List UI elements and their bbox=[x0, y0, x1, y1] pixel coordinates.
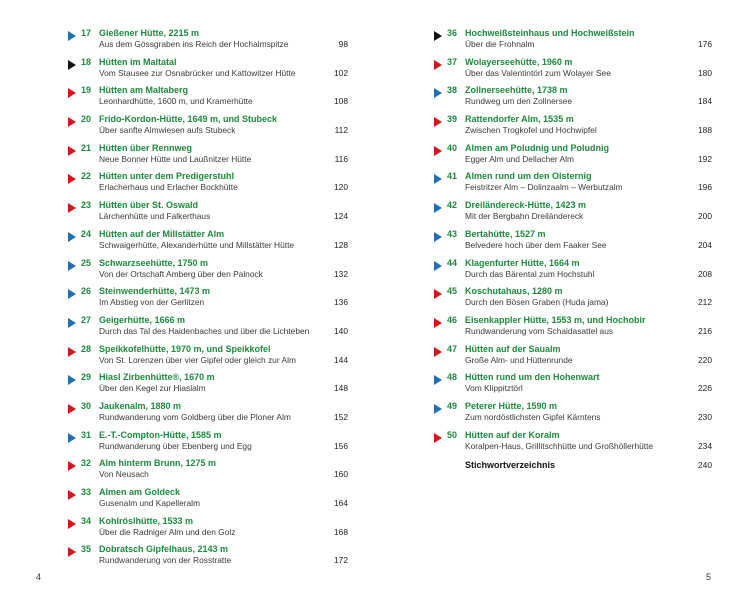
tour-title: Kohlröslhütte, 1533 m bbox=[99, 515, 194, 526]
triangle-marker-icon bbox=[434, 318, 442, 328]
page-reference: 148 bbox=[334, 383, 348, 394]
tour-subtitle: Zum nordöstlichsten Gipfel Kärntens bbox=[465, 411, 601, 422]
tour-number: 37 bbox=[447, 56, 458, 67]
triangle-marker-icon bbox=[68, 31, 76, 41]
toc-entry[interactable] bbox=[432, 143, 712, 172]
page-reference: 136 bbox=[334, 297, 348, 308]
tour-title: Almen am Goldeck bbox=[99, 487, 181, 497]
tour-number: 26 bbox=[81, 286, 92, 297]
page-reference: 108 bbox=[334, 96, 348, 107]
page-reference: 204 bbox=[698, 239, 712, 250]
tour-subtitle: Große Alm- und Hüttenrunde bbox=[465, 354, 573, 365]
page-reference: 226 bbox=[698, 383, 712, 394]
tour-title: Hütten am Maltaberg bbox=[99, 85, 189, 96]
tour-subtitle: Vom Klippitztörl bbox=[465, 383, 523, 394]
toc-entry[interactable] bbox=[66, 114, 348, 143]
tour-number: 36 bbox=[447, 28, 458, 38]
page-reference: 212 bbox=[698, 297, 712, 308]
toc-entry[interactable] bbox=[66, 315, 348, 344]
tour-title: Schwarzseehütte, 1750 m bbox=[99, 257, 209, 268]
tour-number: 34 bbox=[81, 515, 92, 526]
page-reference: 140 bbox=[334, 325, 348, 336]
tour-number: 38 bbox=[447, 85, 458, 96]
triangle-marker-icon bbox=[68, 547, 76, 557]
triangle-marker-icon bbox=[434, 261, 442, 271]
tour-number: 46 bbox=[447, 314, 458, 325]
tour-number: 39 bbox=[447, 114, 458, 125]
tour-number: 48 bbox=[447, 372, 458, 383]
tour-subtitle: Neue Bonner Hütte und Laußnitzer Hütte bbox=[99, 153, 252, 164]
tour-number: 18 bbox=[81, 56, 92, 67]
tour-title: E.-T.-Compton-Hütte, 1585 m bbox=[99, 429, 222, 440]
tour-subtitle: Mit der Bergbahn Dreiländereck bbox=[465, 211, 584, 222]
toc-entry[interactable] bbox=[66, 401, 348, 430]
toc-entry[interactable] bbox=[432, 85, 712, 114]
triangle-marker-icon bbox=[68, 60, 76, 70]
tour-number: 17 bbox=[81, 28, 92, 38]
tour-subtitle: Im Abstieg von der Gerlitzen bbox=[99, 297, 205, 308]
triangle-marker-icon bbox=[434, 289, 442, 299]
triangle-marker-icon bbox=[434, 60, 442, 70]
tour-title: Almen am Poludnig und Poludnig bbox=[465, 142, 609, 153]
tour-title: Jaukenalm, 1880 m bbox=[99, 400, 182, 411]
tour-subtitle: Von St. Lorenzen über vier Gipfel oder gleich zur Alm bbox=[99, 354, 296, 365]
page-reference: 216 bbox=[698, 325, 712, 336]
triangle-marker-icon bbox=[68, 347, 76, 357]
tour-subtitle: Lärchenhütte und Falkerthaus bbox=[99, 211, 211, 222]
toc-entry[interactable] bbox=[432, 286, 712, 315]
page-reference: 128 bbox=[334, 239, 348, 250]
toc-entry[interactable] bbox=[432, 57, 712, 86]
toc-entry[interactable] bbox=[66, 258, 348, 287]
tour-number: 50 bbox=[447, 429, 458, 440]
triangle-marker-icon bbox=[68, 289, 76, 299]
tour-subtitle: Über sanfte Almwiesen aufs Stubeck bbox=[99, 125, 236, 136]
tour-subtitle: Durch das Bärental zum Hochstuhl bbox=[465, 268, 595, 279]
toc-entry[interactable] bbox=[432, 344, 712, 373]
tour-subtitle: Schwaigerhütte, Alexanderhütte und Millstätter Hütte bbox=[99, 239, 295, 250]
tour-number: 27 bbox=[81, 314, 92, 325]
page-reference: 230 bbox=[698, 411, 712, 422]
tour-subtitle: Über die Radniger Alm und den Golz bbox=[99, 526, 236, 537]
tour-subtitle: Rundwanderung vom Goldberg über die Ploner Alm bbox=[99, 411, 291, 422]
toc-entry[interactable] bbox=[66, 57, 348, 86]
tour-title: Hütten auf der Millstätter Alm bbox=[99, 228, 225, 239]
tour-title: Almen rund um den Oisternig bbox=[465, 171, 592, 182]
tour-subtitle: Leonhardhütte, 1600 m, und Kramerhütte bbox=[99, 96, 253, 107]
index-page-reference: 240 bbox=[698, 460, 712, 471]
page-reference: 120 bbox=[334, 182, 348, 193]
triangle-marker-icon bbox=[434, 404, 442, 414]
tour-subtitle: Vom Stausee zur Osnabrücker und Kattowitzer Hütte bbox=[99, 67, 296, 78]
triangle-marker-icon bbox=[68, 375, 76, 385]
tour-number: 21 bbox=[81, 142, 92, 153]
toc-entry[interactable] bbox=[432, 171, 712, 200]
toc-entry[interactable] bbox=[66, 229, 348, 258]
toc-entry[interactable] bbox=[432, 258, 712, 287]
tour-title: Klagenfurter Hütte, 1664 m bbox=[465, 257, 580, 268]
tour-subtitle: Über die Frohnalm bbox=[465, 39, 535, 49]
tour-number: 32 bbox=[81, 458, 92, 469]
page-reference: 132 bbox=[334, 268, 348, 279]
tour-title: Alm hinterm Brunn, 1275 m bbox=[99, 458, 217, 469]
toc-entry[interactable] bbox=[432, 372, 712, 401]
tour-title: Hütten über St. Oswald bbox=[99, 200, 199, 211]
tour-number: 24 bbox=[81, 228, 92, 239]
tour-number: 22 bbox=[81, 171, 92, 182]
toc-entry[interactable] bbox=[66, 344, 348, 373]
page-reference: 184 bbox=[698, 96, 712, 107]
tour-subtitle: Egger Alm und Dellacher Alm bbox=[465, 153, 574, 164]
triangle-marker-icon bbox=[434, 232, 442, 242]
tour-number: 19 bbox=[81, 85, 92, 96]
triangle-marker-icon bbox=[434, 117, 442, 127]
toc-entry[interactable] bbox=[432, 401, 712, 430]
tour-number: 29 bbox=[81, 372, 92, 383]
tour-title: Hütten über Rennweg bbox=[99, 142, 193, 153]
page-reference: 124 bbox=[334, 211, 348, 222]
tour-subtitle: Durch das Tal des Haidenbaches und über die Lichteben bbox=[99, 325, 310, 336]
triangle-marker-icon bbox=[434, 88, 442, 98]
toc-entry[interactable] bbox=[66, 28, 348, 57]
page-reference: 156 bbox=[334, 440, 348, 451]
page-reference: 168 bbox=[334, 526, 348, 537]
triangle-marker-icon bbox=[68, 232, 76, 242]
triangle-marker-icon bbox=[434, 31, 442, 41]
toc-entry[interactable] bbox=[432, 315, 712, 344]
tour-number: 45 bbox=[447, 286, 458, 297]
page-reference: 220 bbox=[698, 354, 712, 365]
tour-subtitle: Belvedere hoch über dem Faaker See bbox=[465, 239, 607, 250]
tour-subtitle: Zwischen Trogkofel und Hochwipfel bbox=[465, 125, 597, 136]
tour-subtitle: Durch den Bösen Graben (Huda jama) bbox=[465, 297, 609, 308]
tour-number: 49 bbox=[447, 400, 458, 411]
index-title: Stichwortverzeichnis bbox=[465, 460, 556, 471]
toc-entry[interactable] bbox=[66, 430, 348, 459]
tour-title: Eisenkappler Hütte, 1553 m, und Hochobir bbox=[465, 314, 646, 325]
tour-number: 28 bbox=[81, 343, 92, 354]
triangle-marker-icon bbox=[68, 203, 76, 213]
tour-title: Wolayerseehütte, 1960 m bbox=[465, 56, 573, 67]
page-number-left: 4 bbox=[36, 572, 42, 582]
tour-title: Geigerhütte, 1666 m bbox=[99, 314, 186, 325]
tour-subtitle: Über das Valentintörl zum Wolayer See bbox=[465, 67, 611, 78]
toc-entry[interactable] bbox=[66, 544, 348, 573]
tour-title: Hochweißsteinhaus und Hochweißstein bbox=[465, 28, 635, 38]
page-reference: 160 bbox=[334, 469, 348, 480]
tour-title: Hiasl Zirbenhütte®, 1670 m bbox=[99, 372, 215, 383]
tour-title: Zollnerseehütte, 1738 m bbox=[465, 85, 568, 96]
toc-left-column bbox=[66, 28, 348, 573]
tour-title: Rattendorfer Alm, 1535 m bbox=[465, 114, 574, 125]
toc-entry[interactable] bbox=[66, 458, 348, 487]
tour-subtitle: Rundwanderung vom Schaidasattel aus bbox=[465, 325, 614, 336]
triangle-marker-icon bbox=[68, 117, 76, 127]
page-reference: 152 bbox=[334, 411, 348, 422]
triangle-marker-icon bbox=[68, 519, 76, 529]
triangle-marker-icon bbox=[434, 375, 442, 385]
tour-subtitle: Koralpen-Haus, Grillitschhütte und Großhöllerhütte bbox=[465, 440, 654, 451]
tour-subtitle: Feistritzer Alm – Dolinzaalm – Werbutzalm bbox=[465, 182, 623, 193]
toc-entry[interactable] bbox=[66, 487, 348, 516]
page-reference: 208 bbox=[698, 268, 712, 279]
tour-subtitle: Rundweg um den Zollnersee bbox=[465, 96, 573, 107]
page-reference: 116 bbox=[334, 153, 348, 164]
page-reference: 180 bbox=[698, 67, 712, 78]
page-reference: 102 bbox=[334, 67, 348, 78]
triangle-marker-icon bbox=[68, 490, 76, 500]
tour-number: 42 bbox=[447, 200, 458, 211]
tour-number: 35 bbox=[81, 544, 92, 555]
triangle-marker-icon bbox=[434, 433, 442, 443]
tour-title: Gießener Hütte, 2215 m bbox=[99, 28, 200, 38]
page-reference: 234 bbox=[698, 440, 712, 451]
triangle-marker-icon bbox=[68, 318, 76, 328]
triangle-marker-icon bbox=[434, 347, 442, 357]
tour-title: Steinwenderhütte, 1473 m bbox=[99, 286, 211, 297]
tour-number: 41 bbox=[447, 171, 458, 182]
tour-number: 33 bbox=[81, 487, 92, 497]
tour-subtitle: Aus dem Gössgraben ins Reich der Hochalmspitze bbox=[99, 39, 289, 49]
tour-number: 31 bbox=[81, 429, 92, 440]
tour-subtitle: Rundwanderung von der Rosstratte bbox=[99, 555, 232, 566]
page-reference: 172 bbox=[334, 555, 348, 566]
triangle-marker-icon bbox=[68, 261, 76, 271]
page-reference: 164 bbox=[334, 498, 348, 508]
triangle-marker-icon bbox=[434, 203, 442, 213]
tour-title: Hütten auf der Saualm bbox=[465, 343, 561, 354]
page-reference: 176 bbox=[698, 39, 712, 49]
index-entry[interactable] bbox=[432, 458, 712, 478]
tour-number: 25 bbox=[81, 257, 92, 268]
triangle-marker-icon bbox=[68, 88, 76, 98]
triangle-marker-icon bbox=[434, 174, 442, 184]
page-reference: 192 bbox=[698, 153, 712, 164]
toc-entry[interactable] bbox=[432, 229, 712, 258]
tour-title: Bertahütte, 1527 m bbox=[465, 228, 546, 239]
toc-entry[interactable] bbox=[432, 28, 712, 57]
tour-subtitle: Gusenalm und Kapelleralm bbox=[99, 498, 201, 508]
toc-entry[interactable] bbox=[66, 286, 348, 315]
tour-title: Speikkofelhütte, 1970 m, und Speikkofel bbox=[99, 343, 271, 354]
tour-title: Dreiländereck-Hütte, 1423 m bbox=[465, 200, 587, 211]
toc-entry[interactable] bbox=[66, 372, 348, 401]
toc-entry[interactable] bbox=[66, 143, 348, 172]
tour-subtitle: Über den Kegel zur Hiaslalm bbox=[99, 383, 206, 394]
tour-title: Koschutahaus, 1280 m bbox=[465, 286, 563, 297]
triangle-marker-icon bbox=[68, 404, 76, 414]
tour-subtitle: Von der Ortschaft Amberg über den Palnock bbox=[99, 268, 263, 279]
triangle-marker-icon bbox=[68, 174, 76, 184]
tour-number: 40 bbox=[447, 142, 458, 153]
triangle-marker-icon bbox=[68, 433, 76, 443]
tour-number: 30 bbox=[81, 400, 92, 411]
triangle-marker-icon bbox=[68, 461, 76, 471]
tour-number: 23 bbox=[81, 200, 92, 211]
toc-right-column bbox=[432, 28, 712, 478]
page-reference: 196 bbox=[698, 182, 712, 193]
toc-entry[interactable] bbox=[66, 516, 348, 545]
triangle-marker-icon bbox=[68, 146, 76, 156]
page-reference: 98 bbox=[338, 39, 348, 49]
tour-title: Hütten unter dem Predigerstuhl bbox=[99, 171, 235, 182]
toc-entry[interactable] bbox=[432, 430, 712, 459]
tour-title: Dobratsch Gipfelhaus, 2143 m bbox=[99, 544, 229, 555]
tour-title: Hütten auf der Koralm bbox=[465, 429, 560, 440]
tour-subtitle: Erlacherhaus und Erlacher Bockhütte bbox=[99, 182, 238, 193]
toc-entry[interactable] bbox=[66, 171, 348, 200]
page-reference: 144 bbox=[334, 354, 348, 365]
triangle-marker-icon bbox=[434, 146, 442, 156]
tour-title: Hütten im Maltatal bbox=[99, 56, 177, 67]
toc-entry[interactable] bbox=[66, 85, 348, 114]
tour-number: 44 bbox=[447, 257, 458, 268]
tour-title: Frido-Kordon-Hütte, 1649 m, und Stubeck bbox=[99, 114, 278, 125]
toc-entry[interactable] bbox=[432, 200, 712, 229]
tour-subtitle: Von Neusach bbox=[99, 469, 149, 480]
page-reference: 188 bbox=[698, 125, 712, 136]
tour-title: Peterer Hütte, 1590 m bbox=[465, 400, 558, 411]
tour-number: 20 bbox=[81, 114, 92, 125]
tour-title: Hütten rund um den Hohenwart bbox=[465, 372, 600, 383]
toc-entry[interactable] bbox=[432, 114, 712, 143]
page-number-right: 5 bbox=[706, 572, 712, 582]
tour-number: 43 bbox=[447, 228, 458, 239]
tour-subtitle: Rundwanderung über Ebenberg und Egg bbox=[99, 440, 252, 451]
tour-number: 47 bbox=[447, 343, 458, 354]
page-reference: 112 bbox=[334, 125, 348, 136]
toc-entry[interactable] bbox=[66, 200, 348, 229]
page-reference: 200 bbox=[698, 211, 712, 222]
